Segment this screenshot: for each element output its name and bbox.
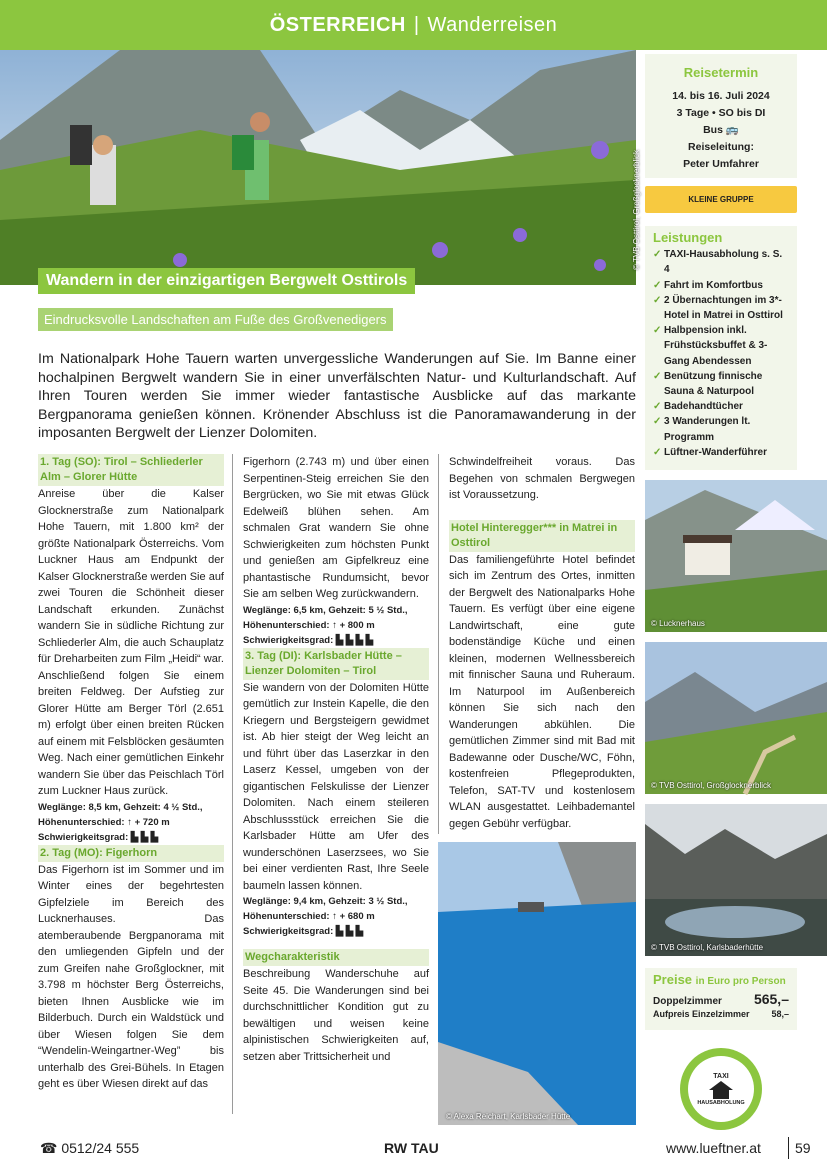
footer-url[interactable]: www.lueftner.at	[666, 1140, 761, 1156]
day2-meta-1: Weglänge: 6,5 km, Gehzeit: 5 ½ Std.,	[243, 604, 408, 616]
check-icon: ✓	[653, 249, 662, 261]
column-divider	[232, 454, 233, 1114]
day1-meta-3: Schwierigkeitsgrad: ▙ ▙ ▙	[38, 831, 159, 843]
footer-divider	[788, 1137, 789, 1159]
ez-label: Aufpreis Einzelzimmer	[653, 1009, 750, 1019]
house-icon	[708, 1080, 734, 1100]
lucknerhaus-photo	[645, 480, 827, 632]
country-label: ÖSTERREICH	[269, 13, 406, 36]
photo-credit: © Lucknerhaus	[651, 619, 705, 628]
day3-meta-3: Schwierigkeitsgrad: ▙ ▙ ▙	[243, 926, 364, 937]
column-3	[449, 454, 635, 832]
photo-credit: © TVB Osttirol, Karlsbaderhütte	[651, 943, 764, 952]
badge-bottom: HAUSABHOLUNG	[697, 1099, 745, 1106]
leistung-item: ✓ TAXI-Hausabholung s. S. 4	[653, 247, 789, 277]
intro-text: Im Nationalpark Hohe Tauern warten unvergessliche Wanderungen auf Sie. Im Banne einer hochalpinen Bergwelt wandern Sie in einer unverfälschten Natur- und Kulturlandschaft. Auf Ihren Touren werden Sie immer wieder fantastische Ausblicke auf das markante Bergpanorama genießen können. Krönender Abschluss ist die Panoramawanderung in der imposanten Bergwelt der Lienzer Dolomiten.	[38, 351, 636, 441]
weg-text: Beschreibung Wanderschuhe auf Seite 45. Die Wanderungen sind bei durchschnittlicher Kondition gut zu bewältigen und weisen keine alpinistischen Schwierigkeiten auf, setzen aber Trittsicherheit und	[243, 968, 429, 1063]
lake-photo	[438, 842, 636, 1125]
lake-illustration	[438, 842, 636, 1125]
day1-meta-1: Weglänge: 8,5 km, Gehzeit: 4 ½ Std.,	[38, 801, 203, 813]
footer-code: RW TAU	[384, 1140, 439, 1156]
hero-photo	[0, 50, 641, 285]
check-icon: ✓	[653, 416, 662, 428]
leistung-item: ✓ Lüftner-Wanderführer	[653, 445, 789, 460]
day2-meta-2: Höhenunterschied: ↑ + 800 m	[243, 619, 375, 631]
reisetermin-title: Reisetermin	[683, 65, 759, 80]
header-bar	[0, 0, 827, 50]
leistungen-box	[645, 226, 797, 470]
check-icon: ✓	[653, 325, 662, 337]
day3-text: Sie wandern von der Dolomiten Hütte gemütlich zur Instein Kapelle, die den Kriegern und Bergsteigern gewidmet ist. Ab hier steigt der Weg leicht an und führt über das Laserzkar in den Laserz Kessel, umgeben von der gigantischen Felskulisse der Lienzer Dolomiten. Nach einem steileren Abschlussstück erreichen Sie die Karlsbader Hütte am Ufer des wunderschönen Laserzsees, wo Sie bei einer verdienten Rast, Ihre Seele baumeln lassen können.	[243, 681, 429, 892]
lake-credit: © Alexa Reichart, Karlsbader Hütte	[446, 1112, 571, 1121]
day2-heading: 2. Tag (MO): Figerhorn	[38, 845, 224, 862]
taxi-badge	[680, 1048, 762, 1130]
leistung-item: ✓ Fahrt im Komfortbus	[653, 278, 789, 293]
column-1	[38, 454, 224, 1093]
reisetermin-box	[645, 54, 797, 178]
termin-guide: Peter Umfahrer	[683, 158, 759, 170]
column-2	[243, 454, 429, 1065]
small-group-badge: KLEINE GRUPPE	[645, 186, 797, 213]
termin-bus: Bus 🚌	[703, 124, 739, 136]
day3-meta-1: Weglänge: 9,4 km, Gehzeit: 3 ½ Std.,	[243, 896, 408, 907]
termin-days: 3 Tage • SO bis DI	[676, 107, 766, 119]
grossglockner-illustration	[645, 642, 827, 794]
weg-heading: Wegcharakteristik	[243, 949, 429, 966]
category-label: Wanderreisen	[427, 13, 558, 36]
hero-credit: © TVB Osttirol, Großglocknerblick	[632, 150, 641, 270]
day1-heading: 1. Tag (SO): Tirol – Schliederler Alm – Glorer Hütte	[38, 454, 224, 486]
leistungen-title: Leistungen	[653, 230, 723, 245]
page-number: 59	[795, 1140, 811, 1156]
page-subtitle: Eindrucksvolle Landschaften am Fuße des Großvenedigers	[38, 308, 393, 331]
lucknerhaus-illustration	[645, 480, 827, 632]
day1-meta-2: Höhenunterschied: ↑ + 720 m	[38, 816, 170, 828]
karlsbaderhuette-photo	[645, 804, 827, 956]
hero-illustration	[0, 50, 636, 285]
leistung-item: ✓ Benützung finnische Sauna & Naturpool	[653, 369, 789, 399]
preise-title: Preise	[653, 972, 693, 987]
termin-guide-label: Reiseleitung:	[688, 141, 754, 153]
footer-phone: ☎ 0512/24 555	[40, 1140, 140, 1156]
dz-label: Doppelzimmer	[653, 996, 722, 1007]
day3-heading: 3. Tag (DI): Karlsbader Hütte – Lienzer Dolomiten – Tirol	[243, 648, 429, 680]
preise-box	[645, 968, 797, 1030]
hotel-heading: Hotel Hinteregger*** in Matrei in Osttirol	[449, 520, 635, 552]
col3-continued: Schwindelfreiheit voraus. Das Begehen von schmalen Bergwegen ist Voraussetzung.	[449, 456, 635, 501]
check-icon: ✓	[653, 370, 662, 382]
check-icon: ✓	[653, 401, 662, 413]
leistung-item: ✓ 2 Übernachtungen im 3*-Hotel in Matrei in Osttirol	[653, 293, 789, 323]
badge-top: TAXI	[713, 1072, 729, 1080]
page-title: Wandern in der einzigartigen Bergwelt Osttirols	[38, 268, 415, 294]
day2-text: Das Figerhorn ist im Sommer und im Winter eines der begehrtesten Gipfelziele im Bereich des Lucknerhauses. Das atemberaubende Bergpanorama mit den umliegenden Gipfeln und der zum Greifen nahe Großglockner, mit 3.798 m höchster Berg Österreichs, bieten Ihnen Ausblicke wie im Bilderbuch. Durch ein Waldstück und über Wiesen folgen Sie dem “Wendelin-Weingartner-Weg” bis unterhalb des Grei-Bühels. In Etagen geht es über Wiesen direkt auf das	[38, 863, 224, 1090]
day2-text-cont: Figerhorn (2.743 m) und über einen Serpentinen-Steig erreichen Sie den Bergrücken, wo Sie mit etwas Glück Edelweiß blühen sehen. Am schmalen Grat wandern Sie ohne Schwierigkeiten zum höchsten Punkt und genießen am Gipfelkreuz eine phantastische Rundumsicht, bevor Sie am selben Weg zurückwandern.	[243, 456, 429, 600]
check-icon: ✓	[653, 294, 662, 306]
day3-meta-2: Höhenunterschied: ↑ + 680 m	[243, 911, 375, 922]
leistung-item: ✓ Halbpension inkl. Frühstücksbuffet & 3-Gang Abendessen	[653, 323, 789, 369]
dz-price: 565,–	[753, 991, 789, 1007]
check-icon: ✓	[653, 279, 662, 291]
ez-price: 58,–	[771, 1009, 789, 1019]
karlsbaderhuette-illustration	[645, 804, 827, 956]
leistung-item: ✓ 3 Wanderungen lt. Programm	[653, 414, 789, 444]
day1-text: Anreise über die Kalser Glocknerstraße zum Nationalpark Hohe Tauern, mit 1.800 km² der größte Nationalpark Österreichs. Vom Luckner Haus am Endpunkt der Kalser Glocknerstraße werden Sie auf zwei Touren die Schönheit dieser Landschaft erkunden. Zunächst wandern Sie in südliche Richtung zur Schliederler Alm, die auch Schauplatz für Dreharbeiten zum Film „Heidi“ war. Anschließend folgen Sie einem breiten Feldweg. Der Aufstieg zur Glorer Hütte am Berger Törl (2.651 m) erfolgt über einen breiten Rücken auf einem mit Felsblöcken gesäumten Weg. Nach einer gemütlichen Einkehr wandern Sie über das Peischlach Törl zum Luckner Haus zurück.	[38, 488, 224, 797]
leistung-item: ✓ Badehandtücher	[653, 399, 789, 414]
header-separator: |	[413, 13, 420, 36]
hotel-text: Das familiengeführte Hotel befindet sich im Zentrum des Ortes, inmitten der Bergwelt des Nationalparks Hohe Tauern. Es verfügt über eine eigene Landwirtschaft, eine gute bodenständige Küche und einen kleinen, modernen Wellnessbereich mit finnischer Sauna und Ruheraum. Im Naturpool im Außenbereich können Sie sich nach den Wanderungen abkühlen. Die gemütlichen Zimmer sind mit Bad mit Badewanne oder Dusche/WC, Föhn, kostenfreien Pflegeprodukten, Telefon, SAT-TV und kostenlosem WLAN ausgestattet. Leihbademantel gegen Gebühr verfügbar.	[449, 553, 635, 830]
check-icon: ✓	[653, 446, 662, 458]
photo-credit: © TVB Osttirol, Großglocknerblick	[651, 781, 771, 790]
grossglockner-photo	[645, 642, 827, 794]
column-divider	[438, 454, 439, 834]
day2-meta-3: Schwierigkeitsgrad: ▙ ▙ ▙ ▙	[243, 634, 374, 646]
footer	[0, 1135, 827, 1165]
termin-date: 14. bis 16. Juli 2024	[672, 90, 770, 102]
preise-unit: in Euro pro Person	[695, 976, 786, 987]
